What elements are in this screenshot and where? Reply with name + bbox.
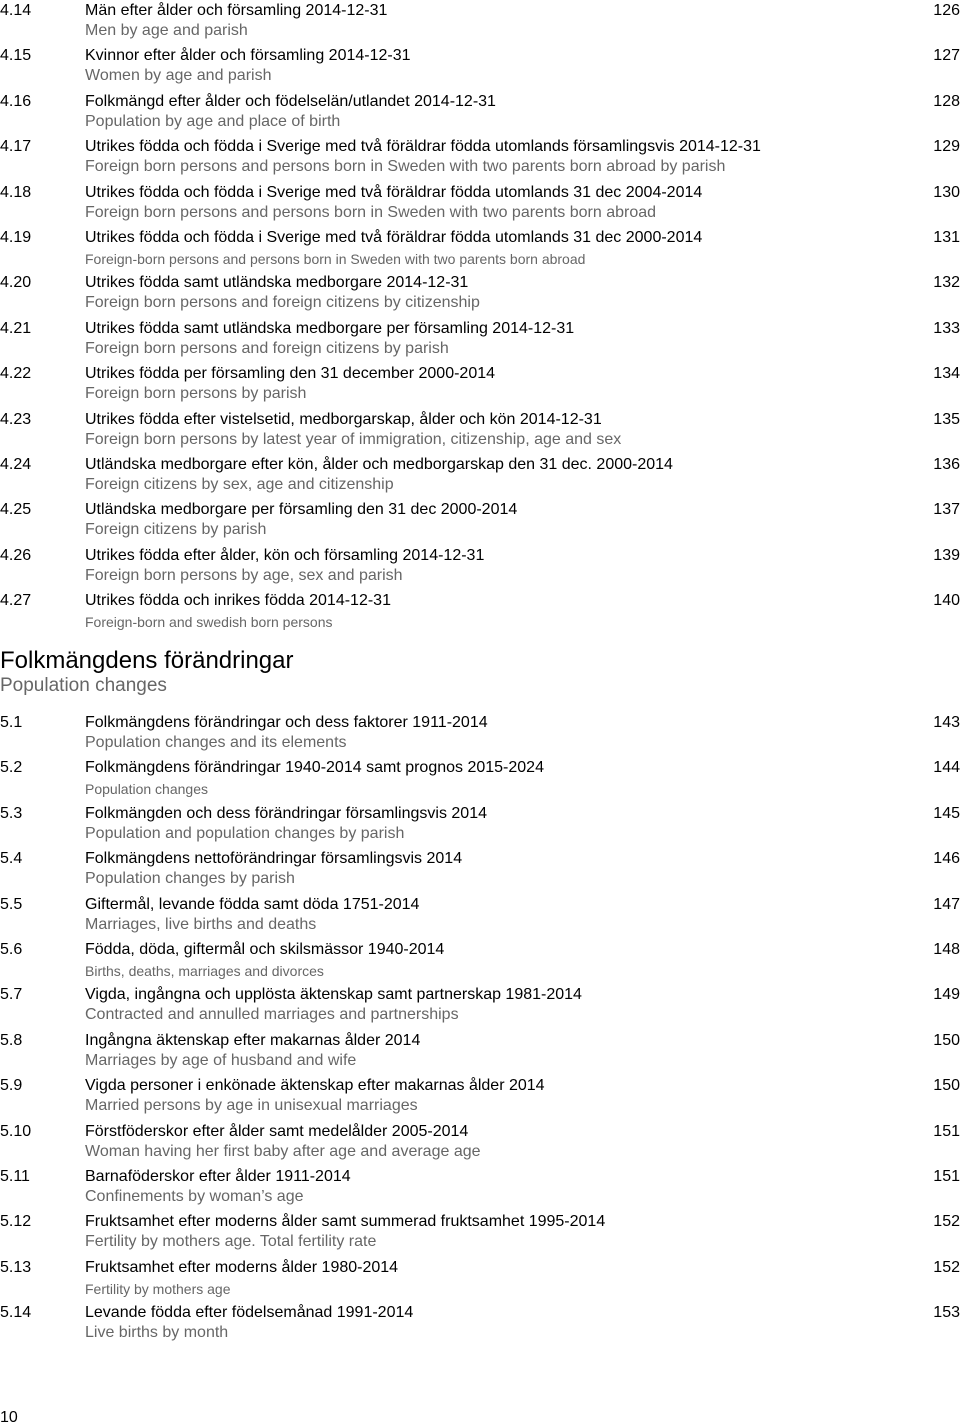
toc-entry-number: 5.7: [0, 986, 23, 1004]
toc-entry-page: 151: [933, 1168, 960, 1185]
toc-entry-title: Folkmängd efter ålder och födelselän/utlandet 2014-12-31: [85, 92, 496, 110]
toc-entry-page: 127: [933, 47, 960, 65]
toc-entry-title: Utrikes födda per församling den 31 december 2000-2014: [85, 365, 496, 383]
toc-entry-title: Folkmängdens förändringar 1940-2014 samt prognos 2015-2024: [85, 759, 544, 777]
toc-entry-subtitle: Foreign born persons and foreign citizens by citizenship: [85, 294, 480, 312]
toc-entry-number: 4.22: [0, 365, 32, 383]
section-subtitle: Population changes: [0, 675, 167, 696]
toc-entry-number: 5.11: [0, 1168, 30, 1185]
toc-entry-number: 4.24: [0, 456, 32, 473]
toc-entry-subtitle: Woman having her first baby after age and average age: [85, 1142, 481, 1160]
toc-entry-number: 4.21: [0, 319, 32, 337]
toc-entry-title: Kvinnor efter ålder och församling 2014-12-31: [85, 47, 411, 65]
toc-entry-title: Ingångna äktenskap efter makarnas ålder 2014: [85, 1031, 421, 1049]
toc-entry-title: Utrikes födda samt utländska medborgare 2014-12-31: [85, 274, 469, 292]
toc-entry-page: 131: [933, 229, 960, 246]
toc-entry-title: Vigda personer i enkönade äktenskap efter makarnas ålder 2014: [85, 1077, 545, 1095]
toc-entry-title: Utrikes födda samt utländska medborgare per församling 2014-12-31: [85, 319, 575, 337]
toc-entry-subtitle: Live births by month: [85, 1324, 229, 1342]
toc-entry-number: 4.20: [0, 274, 32, 292]
toc-entry-number: 4.14: [0, 2, 32, 19]
toc-entry-subtitle: Foreign born persons and persons born in Sweden with two parents born abroad by parish: [85, 158, 726, 176]
toc-entry-subtitle: Births, deaths, marriages and divorces: [85, 963, 324, 979]
toc-entry-number: 5.1: [0, 714, 23, 731]
toc-entry-number: 4.16: [0, 92, 32, 110]
toc-entry-page: 132: [933, 274, 960, 292]
toc-entry-title: Utländska medborgare efter kön, ålder och medborgarskap den 31 dec. 2000-2014: [85, 456, 673, 473]
toc-entry-page: 143: [933, 714, 960, 731]
toc-entry-page: 149: [933, 986, 960, 1004]
toc-entry-title: Utrikes födda och födda i Sverige med två föräldrar födda utomlands 31 dec 2000-2014: [85, 229, 703, 246]
toc-entry-title: Utrikes födda och födda i Sverige med två föräldrar födda utomlands 31 dec 2004-2014: [85, 183, 703, 201]
toc-entry-title: Levande födda efter födelsemånad 1991-2014: [85, 1304, 414, 1322]
toc-entry-number: 5.13: [0, 1258, 32, 1276]
toc-entry-title: Giftermål, levande födda samt döda 1751-2014: [85, 895, 420, 913]
toc-entry-title: Utrikes födda och födda i Sverige med två föräldrar födda utomlands församlingsvis 2014-12-31: [85, 138, 761, 156]
toc-entry-subtitle: Population and population changes by parish: [85, 824, 405, 842]
toc-entry-page: 147: [933, 895, 960, 913]
toc-entry-title: Vigda, ingångna och upplösta äktenskap samt partnerskap 1981-2014: [85, 986, 582, 1004]
toc-entry-number: 5.2: [0, 759, 23, 777]
toc-entry-page: 150: [933, 1031, 960, 1049]
toc-entry-subtitle: Population changes and its elements: [85, 734, 347, 751]
toc-entry-title: Folkmängden och dess förändringar församlingsvis 2014: [85, 804, 487, 822]
toc-entry-page: 150: [933, 1077, 960, 1095]
toc-entry-title: Barnaföderskor efter ålder 1911-2014: [85, 1168, 351, 1185]
toc-entry-number: 5.5: [0, 895, 23, 913]
toc-entry-title: Folkmängdens förändringar och dess faktorer 1911-2014: [85, 714, 488, 731]
toc-entry-subtitle: Marriages, live births and deaths: [85, 915, 317, 933]
toc-entry-number: 4.26: [0, 546, 32, 564]
toc-entry-page: 135: [933, 410, 960, 428]
toc-entry-page: 139: [933, 546, 960, 564]
toc-entry-subtitle: Foreign citizens by parish: [85, 521, 267, 539]
toc-entry-page: 145: [933, 804, 960, 822]
toc-entry-subtitle: Fertility by mothers age. Total fertility rate: [85, 1233, 377, 1251]
toc-entry-subtitle: Population changes by parish: [85, 870, 295, 888]
toc-entry-subtitle: Married persons by age in unisexual marriages: [85, 1097, 418, 1115]
toc-entry-page: 136: [933, 456, 960, 473]
toc-entry-number: 5.10: [0, 1122, 32, 1140]
toc-entry-page: 144: [933, 759, 960, 777]
toc-entry-title: Fruktsamhet efter moderns ålder samt summerad fruktsamhet 1995-2014: [85, 1213, 606, 1231]
toc-entry-title: Män efter ålder och församling 2014-12-31: [85, 2, 388, 19]
toc-entry-subtitle: Foreign born persons by age, sex and parish: [85, 566, 403, 584]
toc-entry-subtitle: Men by age and parish: [85, 22, 248, 39]
toc-entry-page: 152: [933, 1258, 960, 1276]
toc-entry-page: 130: [933, 183, 960, 201]
toc-entry-page: 153: [933, 1304, 960, 1322]
toc-entry-number: 5.3: [0, 804, 23, 822]
toc-entry-title: Utländska medborgare per församling den 31 dec 2000-2014: [85, 501, 518, 519]
toc-entry-page: 151: [933, 1122, 960, 1140]
toc-entry-number: 5.14: [0, 1304, 32, 1322]
toc-entry-page: 148: [933, 941, 960, 958]
toc-entry-number: 5.12: [0, 1213, 32, 1231]
toc-entry-page: 126: [933, 2, 960, 19]
toc-entry-number: 5.6: [0, 941, 23, 958]
toc-entry-number: 5.9: [0, 1077, 23, 1095]
toc-entry-page: 133: [933, 319, 960, 337]
toc-entry-title: Födda, döda, giftermål och skilsmässor 1940-2014: [85, 941, 445, 958]
toc-entry-subtitle: Foreign-born and swedish born persons: [85, 614, 333, 631]
toc-entry-title: Fruktsamhet efter moderns ålder 1980-2014: [85, 1258, 399, 1276]
toc-entry-number: 4.19: [0, 229, 32, 246]
toc-entry-subtitle: Foreign born persons by latest year of immigration, citizenship, age and sex: [85, 430, 622, 448]
toc-entry-number: 5.4: [0, 850, 23, 868]
toc-entry-subtitle: Foreign citizens by sex, age and citizenship: [85, 476, 394, 493]
toc-entry-number: 4.27: [0, 592, 32, 610]
toc-entry-subtitle: Confinements by woman’s age: [85, 1188, 304, 1205]
toc-entry-subtitle: Foreign born persons and foreign citizens by parish: [85, 339, 449, 357]
toc-entry-page: 140: [933, 592, 960, 610]
toc-entry-page: 152: [933, 1213, 960, 1231]
toc-entry-number: 4.18: [0, 183, 32, 201]
toc-entry-subtitle: Women by age and parish: [85, 67, 272, 85]
toc-entry-subtitle: Foreign-born persons and persons born in Sweden with two parents born abroad: [85, 251, 586, 267]
toc-entry-subtitle: Foreign born persons and persons born in Sweden with two parents born abroad: [85, 203, 657, 221]
toc-entry-subtitle: Population changes: [85, 781, 208, 798]
toc-entry-number: 4.17: [0, 138, 32, 156]
toc-entry-subtitle: Marriages by age of husband and wife: [85, 1051, 357, 1069]
toc-entry-number: 4.23: [0, 410, 32, 428]
toc-entry-page: 134: [933, 365, 960, 383]
toc-entry-page: 146: [933, 850, 960, 868]
toc-entry-title: Förstföderskor efter ålder samt medelålder 2005-2014: [85, 1122, 469, 1140]
toc-entry-page: 137: [933, 501, 960, 519]
toc-entry-subtitle: Foreign born persons by parish: [85, 385, 307, 403]
toc-entry-subtitle: Contracted and annulled marriages and partnerships: [85, 1006, 459, 1024]
section-title: Folkmängdens förändringar: [0, 647, 294, 674]
toc-entry-number: 4.15: [0, 47, 32, 65]
toc-entry-subtitle: Fertility by mothers age: [85, 1280, 231, 1297]
toc-entry-title: Folkmängdens nettoförändringar församlingsvis 2014: [85, 850, 463, 868]
toc-entry-title: Utrikes födda och inrikes födda 2014-12-31: [85, 592, 391, 610]
toc-entry-number: 5.8: [0, 1031, 23, 1049]
toc-entry-page: 129: [933, 138, 960, 156]
toc-entry-number: 4.25: [0, 501, 32, 519]
footer-page-number: 10: [0, 1409, 18, 1426]
toc-entry-title: Utrikes födda efter ålder, kön och församling 2014-12-31: [85, 546, 485, 564]
toc-entry-title: Utrikes födda efter vistelsetid, medborgarskap, ålder och kön 2014-12-31: [85, 410, 602, 428]
toc-entry-page: 128: [933, 92, 960, 110]
toc-entry-subtitle: Population by age and place of birth: [85, 112, 341, 130]
